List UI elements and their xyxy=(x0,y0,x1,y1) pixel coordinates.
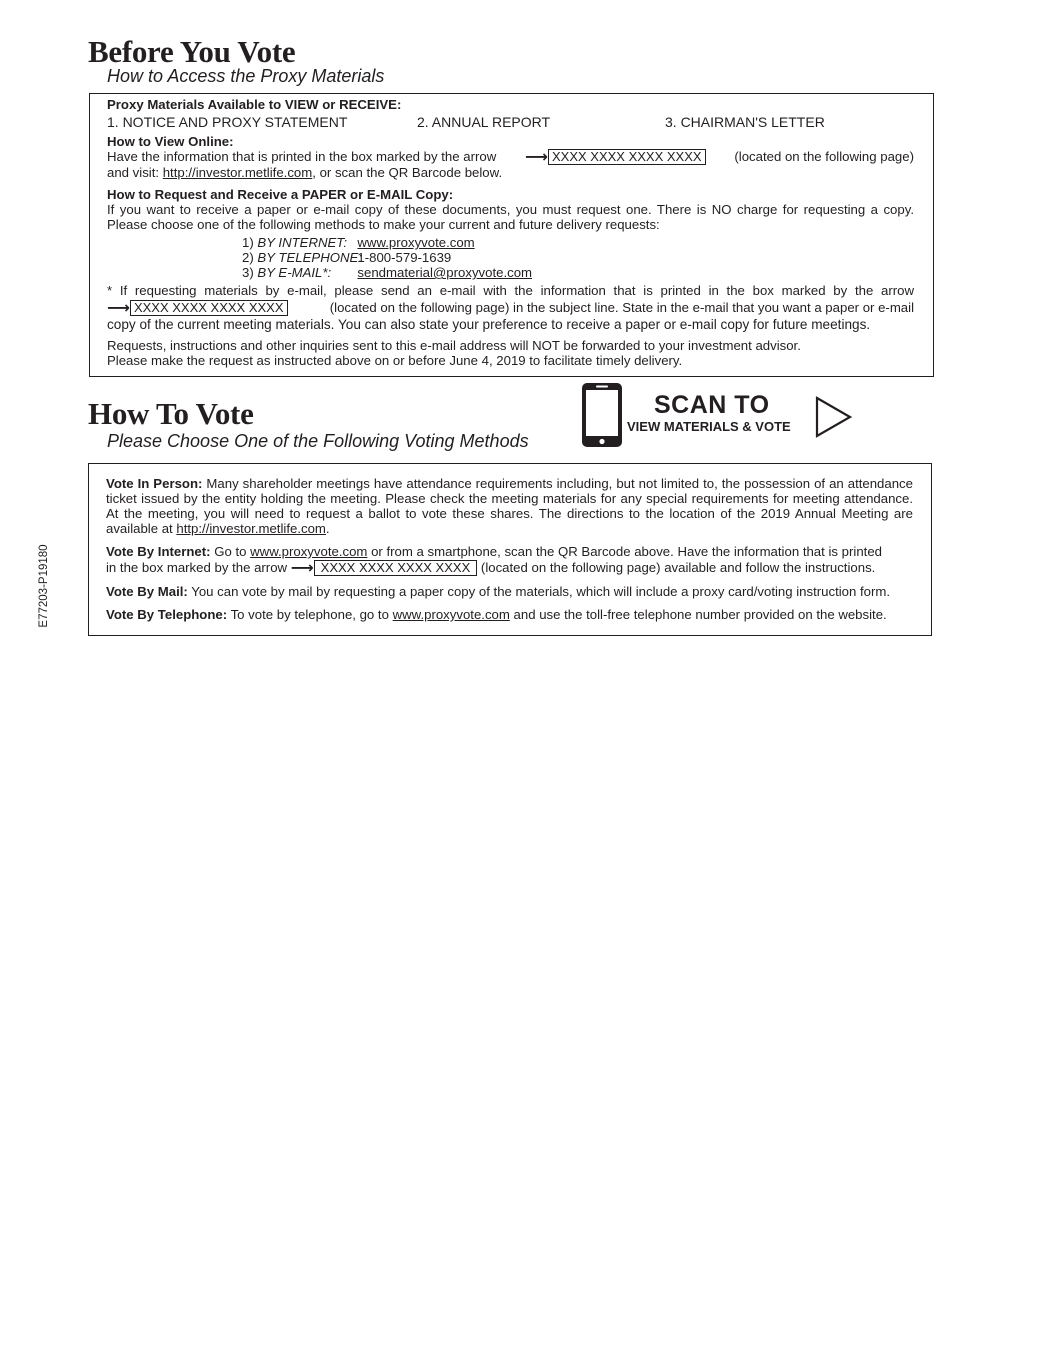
method-email: 3) BY E-MAIL*: sendmaterial@proxyvote.com xyxy=(242,265,533,280)
control-number-box-3: XXXX XXXX XXXX XXXX xyxy=(314,560,478,576)
in-person-line-2: ticket issued by the entity holding the meeting. Please check the meeting materials for any special requirements for meeting attendance. xyxy=(106,491,913,506)
play-arrow-icon xyxy=(815,396,853,438)
in-person-line-3: At the meeting, you will need to request a ballot to vote these shares. The directions to the location of the 2019 Annual Meeting are xyxy=(106,506,913,521)
method-telephone-number: 1-800-579-1639 xyxy=(357,250,452,265)
method-telephone: 2) BY TELEPHONE:1-800-579-1639 xyxy=(242,250,452,265)
method-internet-link[interactable]: www.proxyvote.com xyxy=(357,235,475,250)
investor-link[interactable]: http://investor.metlife.com xyxy=(162,165,313,180)
request-line-1: If you want to receive a paper or e-mail copy of these documents, you must request one. There is NO charge for requesting a copy. xyxy=(107,202,914,217)
material-1: 1. NOTICE AND PROXY STATEMENT xyxy=(107,114,348,130)
internet-link[interactable]: www.proxyvote.com xyxy=(250,544,368,559)
control-number-box-2: XXXX XXXX XXXX XXXX xyxy=(130,300,288,316)
footer-line-2: Please make the request as instructed above on or before June 4, 2019 to facilitate timely delivery. xyxy=(107,353,683,368)
in-person-line-4: available at http://investor.metlife.com. xyxy=(106,521,330,536)
before-subtitle: How to Access the Proxy Materials xyxy=(107,66,385,86)
voting-methods-box xyxy=(88,463,932,636)
side-code-wrapper xyxy=(37,543,51,629)
view-online-line-1: Have the information that is printed in the box marked by the arrow ⟶ XXXX XXXX XXXX XXXX (located on the following page) xyxy=(107,149,914,166)
email-note-line-2: ⟶ XXXX XXXX XXXX XXXX (located on the following page) in the subject line. State in the e-mail that you want a paper or e-mail xyxy=(107,300,914,317)
how-subtitle: Please Choose One of the Following Voting Methods xyxy=(107,431,529,451)
arrow-icon-3: ⟶ xyxy=(290,560,314,577)
before-title: Before You Vote xyxy=(88,34,296,69)
footer-line-1: Requests, instructions and other inquiries sent to this e-mail address will NOT be forwarded to your investment advisor. xyxy=(107,338,801,353)
view-materials-vote-label: VIEW MATERIALS & VOTE xyxy=(627,419,791,434)
material-3: 3. CHAIRMAN'S LETTER xyxy=(665,114,825,130)
request-line-2: Please choose one of the following methods to make your current and future delivery requests: xyxy=(107,217,660,232)
how-title: How To Vote xyxy=(88,396,254,431)
proxy-materials-box xyxy=(89,93,934,377)
telephone-link[interactable]: www.proxyvote.com xyxy=(392,607,510,622)
internet-line-2: in the box marked by the arrow ⟶ XXXX XXXX XXXX XXXX (located on the following page) available and follow the instructions. xyxy=(106,560,876,577)
method-email-link[interactable]: sendmaterial@proxyvote.com xyxy=(357,265,533,280)
method-internet: 1) BY INTERNET: www.proxyvote.com xyxy=(242,235,475,250)
email-note-line-1: * If requesting materials by e-mail, please send an e-mail with the information that is printed in the box marked by the arrow xyxy=(107,283,914,298)
mail-line: Vote By Mail: You can vote by mail by requesting a paper copy of the materials, which will include a proxy card/voting instruction form. xyxy=(106,584,891,599)
control-number-box: XXXX XXXX XXXX XXXX xyxy=(548,149,706,165)
email-note-line-3: copy of the current meeting materials. You can also state your preference to receive a paper or e-mail copy for future meetings. xyxy=(107,317,871,332)
smartphone-icon xyxy=(581,382,623,448)
in-person-line-1: Vote In Person: Many shareholder meetings have attendance requirements including, but not limited to, the possession of an attendance xyxy=(106,476,913,491)
view-online-heading: How to View Online: xyxy=(107,134,234,149)
arrow-icon-2: ⟶ xyxy=(107,300,130,317)
in-person-link[interactable]: http://investor.metlife.com xyxy=(176,521,326,536)
telephone-line: Vote By Telephone: To vote by telephone, go to www.proxyvote.com and use the toll-free telephone number provided on the website. xyxy=(106,607,887,622)
side-code: E77203-P19180 xyxy=(38,544,50,628)
view-online-line-2: and visit: http://investor.metlife.com, or scan the QR Barcode below. xyxy=(107,165,503,180)
request-heading: How to Request and Receive a PAPER or E-MAIL Copy: xyxy=(107,187,454,202)
scan-to-label: SCAN TO xyxy=(654,391,770,419)
material-2: 2. ANNUAL REPORT xyxy=(417,114,551,130)
arrow-icon: ⟶ xyxy=(525,149,548,166)
internet-line-1: Vote By Internet: Go to www.proxyvote.com or from a smartphone, scan the QR Barcode above. Have the information that is printed xyxy=(106,544,882,559)
materials-heading: Proxy Materials Available to VIEW or RECEIVE: xyxy=(107,97,402,112)
